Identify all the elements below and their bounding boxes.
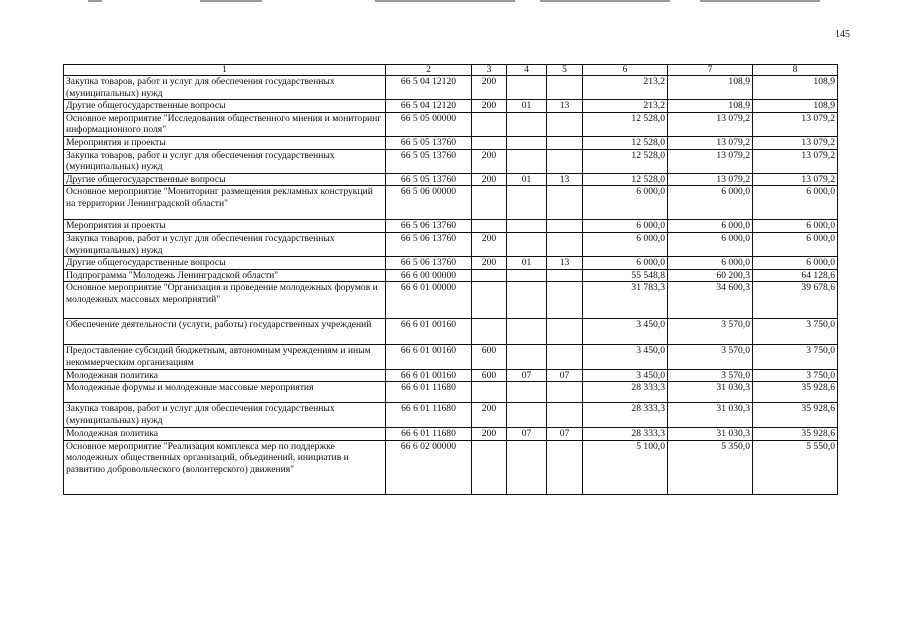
table-row [64,149,838,173]
table-row [64,100,838,113]
row-name-cell: Закупка товаров, работ и услуг для обеспечения государственных (муниципальных) нужд [64,76,386,100]
row-amount-year2-cell: 13 079,2 [668,149,753,173]
row-amount-year1-cell: 12 528,0 [583,112,668,136]
scan-edge-mark [88,0,102,2]
column-header: 3 [472,65,507,76]
row-name-cell: Закупка товаров, работ и услуг для обеспечения государственных (муниципальных) нужд [64,149,386,173]
row-name-cell: Закупка товаров, работ и услуг для обеспечения государственных (муниципальных) нужд [64,232,386,256]
row-amount-year2-cell: 108,9 [668,100,753,113]
row-expense-type-cell: 200 [472,257,507,270]
table-row [64,173,838,186]
scan-edge-mark [700,0,820,2]
row-code-cell: 66 6 01 11680 [386,428,472,441]
row-expense-type-cell [472,136,507,149]
row-expense-type-cell [472,282,507,319]
row-section-cell [507,149,547,173]
row-code-cell: 66 5 06 13760 [386,257,472,270]
row-amount-year3-cell: 108,9 [753,100,838,113]
page-number: 145 [835,29,850,40]
row-name-cell: Основное мероприятие "Исследования общественного мнения и мониторинг информационного поля" [64,112,386,136]
row-code-cell: 66 6 00 00000 [386,269,472,282]
row-subsection-cell: 13 [547,257,583,270]
row-subsection-cell [547,382,583,403]
row-amount-year3-cell: 6 000,0 [753,186,838,220]
column-header: 6 [583,65,668,76]
row-code-cell: 66 6 01 00160 [386,319,472,345]
row-code-cell: 66 6 01 00160 [386,345,472,369]
row-subsection-cell [547,440,583,494]
row-amount-year1-cell: 6 000,0 [583,232,668,256]
row-amount-year2-cell: 6 000,0 [668,257,753,270]
row-name-cell: Обеспечение деятельности (услуги, работы) государственных учреждений [64,319,386,345]
row-name-cell: Молодежная политика [64,428,386,441]
row-amount-year3-cell: 13 079,2 [753,112,838,136]
row-section-cell [507,76,547,100]
row-name-cell: Предоставление субсидий бюджетным, автономным учреждениям и иным некоммерческим организациям [64,345,386,369]
row-code-cell: 66 5 06 13760 [386,220,472,233]
row-amount-year1-cell: 213,2 [583,100,668,113]
row-amount-year2-cell: 13 079,2 [668,136,753,149]
row-amount-year2-cell: 31 030,3 [668,382,753,403]
row-code-cell: 66 6 01 00160 [386,369,472,382]
row-subsection-cell [547,269,583,282]
column-header: 2 [386,65,472,76]
row-amount-year2-cell: 60 200,3 [668,269,753,282]
row-amount-year1-cell: 12 528,0 [583,173,668,186]
row-amount-year3-cell: 35 928,6 [753,382,838,403]
row-expense-type-cell: 200 [472,403,507,428]
row-section-cell [507,319,547,345]
row-name-cell: Основное мероприятие "Мониторинг размещения рекламных конструкций на территории Ленинградской области" [64,186,386,220]
row-subsection-cell: 07 [547,369,583,382]
row-amount-year3-cell: 3 750,0 [753,319,838,345]
row-expense-type-cell [472,319,507,345]
row-subsection-cell [547,319,583,345]
row-amount-year3-cell: 13 079,2 [753,136,838,149]
row-section-cell: 07 [507,428,547,441]
column-header: 1 [64,65,386,76]
row-subsection-cell [547,220,583,233]
table-row [64,369,838,382]
column-header: 7 [668,65,753,76]
row-subsection-cell [547,282,583,319]
row-subsection-cell [547,136,583,149]
row-amount-year3-cell: 6 000,0 [753,232,838,256]
row-subsection-cell [547,345,583,369]
table-row [64,345,838,369]
row-amount-year1-cell: 28 333,3 [583,428,668,441]
row-section-cell [507,382,547,403]
row-subsection-cell: 13 [547,100,583,113]
row-expense-type-cell [472,220,507,233]
row-amount-year3-cell: 35 928,6 [753,403,838,428]
row-subsection-cell [547,149,583,173]
row-code-cell: 66 5 06 13760 [386,232,472,256]
table-row [64,319,838,345]
row-section-cell [507,403,547,428]
row-expense-type-cell [472,269,507,282]
row-expense-type-cell: 200 [472,232,507,256]
row-section-cell [507,220,547,233]
row-section-cell [507,345,547,369]
row-amount-year1-cell: 28 333,3 [583,403,668,428]
row-code-cell: 66 6 01 11680 [386,382,472,403]
row-amount-year2-cell: 13 079,2 [668,173,753,186]
row-code-cell: 66 6 01 00000 [386,282,472,319]
row-expense-type-cell: 200 [472,100,507,113]
row-amount-year3-cell: 13 079,2 [753,173,838,186]
row-amount-year3-cell: 6 000,0 [753,257,838,270]
table-row [64,220,838,233]
row-amount-year3-cell: 6 000,0 [753,220,838,233]
row-expense-type-cell: 600 [472,345,507,369]
row-subsection-cell: 13 [547,173,583,186]
row-expense-type-cell: 200 [472,173,507,186]
table-row [64,282,838,319]
row-expense-type-cell [472,440,507,494]
row-name-cell: Закупка товаров, работ и услуг для обеспечения государственных (муниципальных) нужд [64,403,386,428]
row-amount-year3-cell: 3 750,0 [753,345,838,369]
table-row [64,186,838,220]
table-row [64,403,838,428]
row-amount-year3-cell: 39 678,6 [753,282,838,319]
table-body [64,76,838,495]
row-code-cell: 66 5 05 13760 [386,173,472,186]
row-amount-year2-cell: 3 570,0 [668,345,753,369]
budget-table [63,64,838,495]
row-name-cell: Другие общегосударственные вопросы [64,100,386,113]
row-amount-year1-cell: 3 450,0 [583,369,668,382]
row-subsection-cell [547,186,583,220]
column-header: 4 [507,65,547,76]
row-expense-type-cell [472,112,507,136]
row-expense-type-cell: 200 [472,76,507,100]
row-code-cell: 66 6 02 00000 [386,440,472,494]
scan-edge-mark [540,0,670,2]
row-amount-year2-cell: 34 600,3 [668,282,753,319]
table-row [64,269,838,282]
row-subsection-cell [547,112,583,136]
row-name-cell: Другие общегосударственные вопросы [64,173,386,186]
row-expense-type-cell: 600 [472,369,507,382]
row-name-cell: Основное мероприятие "Организация и проведение молодежных форумов и молодежных массовых мероприятий" [64,282,386,319]
row-code-cell: 66 6 01 11680 [386,403,472,428]
row-amount-year2-cell: 13 079,2 [668,112,753,136]
row-section-cell: 01 [507,257,547,270]
table-row [64,428,838,441]
row-code-cell: 66 5 06 00000 [386,186,472,220]
row-section-cell [507,282,547,319]
row-section-cell: 01 [507,173,547,186]
scan-edge-mark [375,0,515,2]
table-row [64,136,838,149]
row-section-cell: 01 [507,100,547,113]
row-section-cell [507,232,547,256]
row-code-cell: 66 5 04 12120 [386,100,472,113]
row-amount-year1-cell: 6 000,0 [583,257,668,270]
row-amount-year3-cell: 108,9 [753,76,838,100]
row-section-cell [507,112,547,136]
row-name-cell: Основное мероприятие "Реализация комплекса мер по поддержке молодежных общественных организаций, объединений, инициатив и развитию добровольческого (волонтерского) движения" [64,440,386,494]
row-subsection-cell: 07 [547,428,583,441]
row-code-cell: 66 5 05 13760 [386,136,472,149]
row-amount-year2-cell: 6 000,0 [668,220,753,233]
row-amount-year2-cell: 31 030,3 [668,403,753,428]
row-amount-year1-cell: 6 000,0 [583,220,668,233]
row-amount-year2-cell: 108,9 [668,76,753,100]
row-amount-year1-cell: 12 528,0 [583,136,668,149]
scan-edge-mark [200,0,262,2]
table-row [64,440,838,494]
row-subsection-cell [547,76,583,100]
row-amount-year1-cell: 55 548,8 [583,269,668,282]
table-row [64,232,838,256]
row-name-cell: Молодежные форумы и молодежные массовые мероприятия [64,382,386,403]
row-amount-year1-cell: 3 450,0 [583,345,668,369]
row-amount-year2-cell: 31 030,3 [668,428,753,441]
column-header: 8 [753,65,838,76]
row-expense-type-cell [472,382,507,403]
row-amount-year2-cell: 3 570,0 [668,369,753,382]
column-header: 5 [547,65,583,76]
row-section-cell [507,269,547,282]
row-name-cell: Молодежная политика [64,369,386,382]
row-section-cell [507,186,547,220]
row-expense-type-cell [472,186,507,220]
row-amount-year3-cell: 3 750,0 [753,369,838,382]
row-expense-type-cell: 200 [472,149,507,173]
row-code-cell: 66 5 05 00000 [386,112,472,136]
row-amount-year1-cell: 28 333,3 [583,382,668,403]
table-row [64,76,838,100]
row-amount-year2-cell: 6 000,0 [668,232,753,256]
row-amount-year1-cell: 5 100,0 [583,440,668,494]
row-amount-year3-cell: 64 128,6 [753,269,838,282]
row-section-cell: 07 [507,369,547,382]
header-row [64,65,838,76]
row-amount-year3-cell: 13 079,2 [753,149,838,173]
table-row [64,382,838,403]
row-amount-year3-cell: 5 550,0 [753,440,838,494]
row-section-cell [507,136,547,149]
row-code-cell: 66 5 05 13760 [386,149,472,173]
row-amount-year1-cell: 3 450,0 [583,319,668,345]
row-code-cell: 66 5 04 12120 [386,76,472,100]
row-amount-year3-cell: 35 928,6 [753,428,838,441]
row-amount-year2-cell: 6 000,0 [668,186,753,220]
row-name-cell: Подпрограмма "Молодежь Ленинградской области" [64,269,386,282]
table-row [64,257,838,270]
row-subsection-cell [547,232,583,256]
row-name-cell: Другие общегосударственные вопросы [64,257,386,270]
row-subsection-cell [547,403,583,428]
row-amount-year2-cell: 3 570,0 [668,319,753,345]
row-amount-year1-cell: 213,2 [583,76,668,100]
row-name-cell: Мероприятия и проекты [64,220,386,233]
row-amount-year2-cell: 5 350,0 [668,440,753,494]
row-amount-year1-cell: 12 528,0 [583,149,668,173]
row-name-cell: Мероприятия и проекты [64,136,386,149]
row-amount-year1-cell: 31 783,3 [583,282,668,319]
row-expense-type-cell: 200 [472,428,507,441]
row-section-cell [507,440,547,494]
row-amount-year1-cell: 6 000,0 [583,186,668,220]
table-row [64,112,838,136]
